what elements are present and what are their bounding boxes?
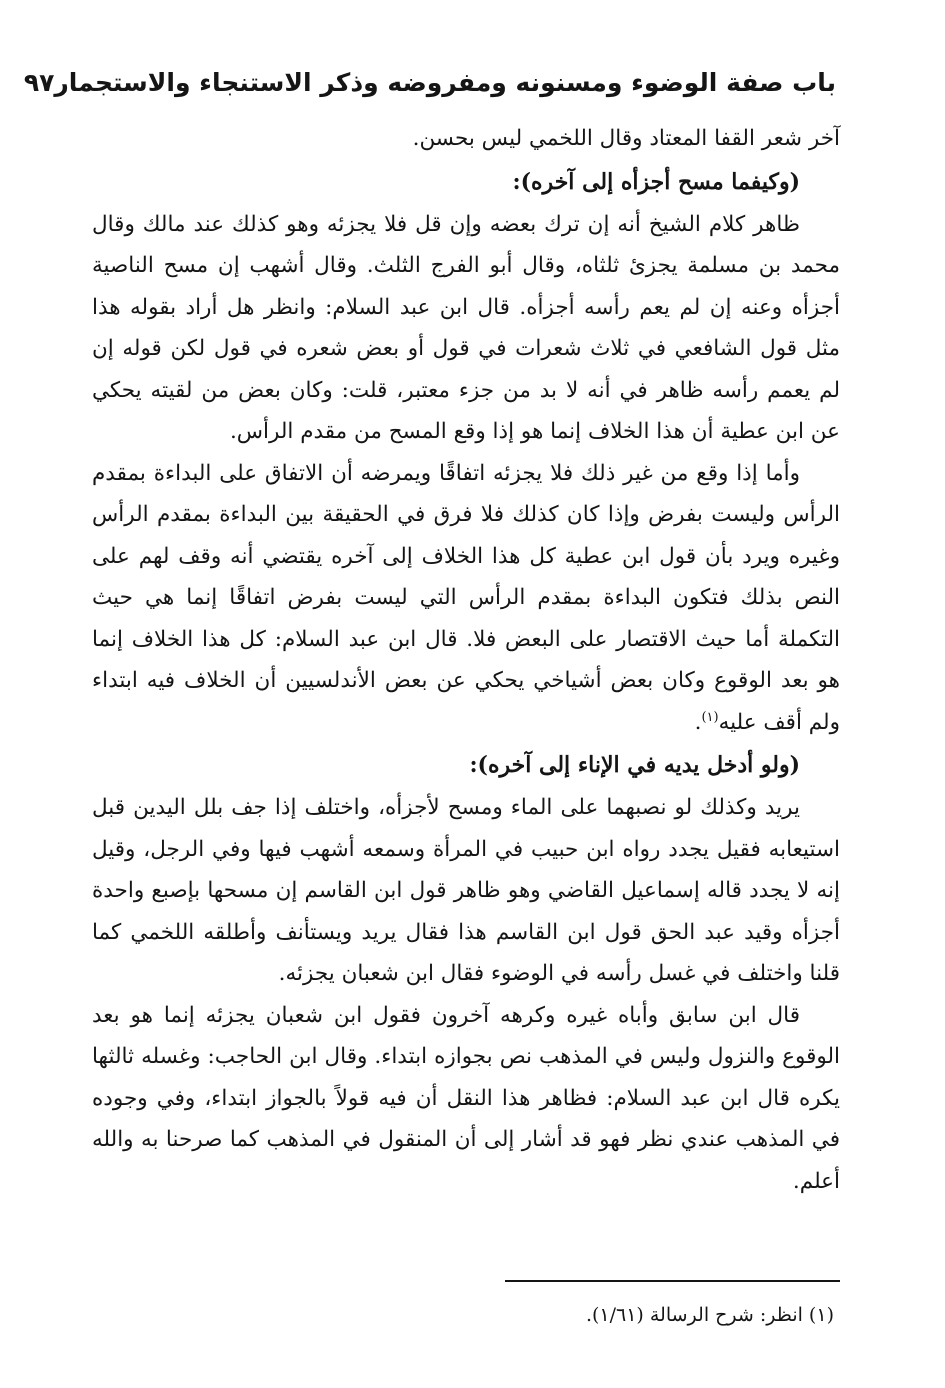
paragraph-5: قال ابن سابق وأباه غيره وكرهه آخرون فقول ابن شعبان يجزئه إنما هو بعد الوقوع والنزول وليس في المذهب نص بجوازه ابتداء. وقال ابن الحاجب: وغسله ثالثها يكره قال ابن عبد السلام: فظاهر هذا النقل أن فيه قولاً بالجواز ابتداء، وفي وجوده في المذهب عندي نظر فهو قد أشار إلى أن المنقول في المذهب كما صرحنا به والله أعلم.	[92, 1002, 840, 1194]
page-body	[92, 118, 840, 1202]
paragraph-1: آخر شعر القفا المعتاد وقال اللخمي ليس بحسن.	[412, 126, 840, 151]
page-header	[23, 68, 840, 118]
section-heading-2: (ولو أدخل يديه في الإناء إلى آخره):	[469, 752, 800, 778]
paragraph-3-end: .	[694, 709, 702, 735]
footnote-reference: (١)	[701, 709, 719, 725]
running-title: باب صفة الوضوء ومسنونه ومفروضه وذكر الاستنجاء والاستجمار	[54, 68, 836, 97]
paragraph-4: يريد وكذلك لو نصبهما على الماء ومسح لأجزأه، واختلف إذا جف بلل اليدين قبل استيعابه فقيل يجدد رواه ابن حبيب في المرأة وسمعه أشهب فيها وفي الرجل، وقيل إنه لا يجدد قاله إسماعيل القاضي وهو ظاهر قول ابن القاسم إن مسحها بإصبع واحدة أجزأه وقيد عبد الحق قول ابن القاسم هذا فقال يريد ويستأنف وأطلقه اللخمي كما قلنا واختلف في غسل رأسه في الوضوء فقال ابن شعبان يجزئه.	[92, 795, 840, 986]
section-heading-1: (وكيفما مسح أجزأه إلى آخره):	[512, 168, 800, 195]
paragraph-2: ظاهر كلام الشيخ أنه إن ترك بعضه وإن قل فلا يجزئه وهو كذلك عند مالك وقال محمد بن مسلمة يجزئ ثلثاه، وقال أبو الفرج الثلث. وقال أشهب إن مسح الناصية أجزأه وعنه إن لم يعم رأسه أجزأه. قال ابن عبد السلام: وانظر هل أراد بقوله هذا مثل قول الشافعي في ثلاث شعرات في قول أو بعض شعره في قول لكن قوله إن لم يعمم رأسه ظاهر في أنه لا بد من جزء معتبر، قلت: وكان بعض من لقيته يحكي عن ابن عطية أن هذا الخلاف إنما هو إذا وقع المسح من مقدم الرأس.	[92, 211, 840, 444]
footnote: (١) انظر: شرح الرسالة (١/٦١).	[585, 1304, 834, 1326]
paragraph-3-text: وأما إذا وقع من غير ذلك فلا يجزئه اتفاقًا ويمرضه أن الاتفاق على البداءة بمقدم الرأس وليست بفرض وإذا كان كذلك فلا فرق في الحقيقة بين البداءة بمقدم الرأس وغيره ويرد بأن قول ابن عطية كل هذا الخلاف إلى آخره يقتضي أنه وقف لهم على النص بذلك فتكون البداءة بمقدم الرأس التي ليست بفرض اتفاقًا إنما هي حيث التكملة أما حيث الاقتصار على البعض فلا. قال ابن عبد السلام: كل هذا الخلاف إنما هو بعد الوقوع وكان بعض أشياخي يحكي عن بعض الأندلسيين أن الخلاف فيه ابتداء ولم أقف عليه	[92, 460, 840, 735]
book-page	[23, 68, 840, 1368]
footnote-divider	[505, 1280, 840, 1282]
paragraph-3	[92, 453, 840, 744]
page-number: ٩٧	[23, 68, 55, 97]
